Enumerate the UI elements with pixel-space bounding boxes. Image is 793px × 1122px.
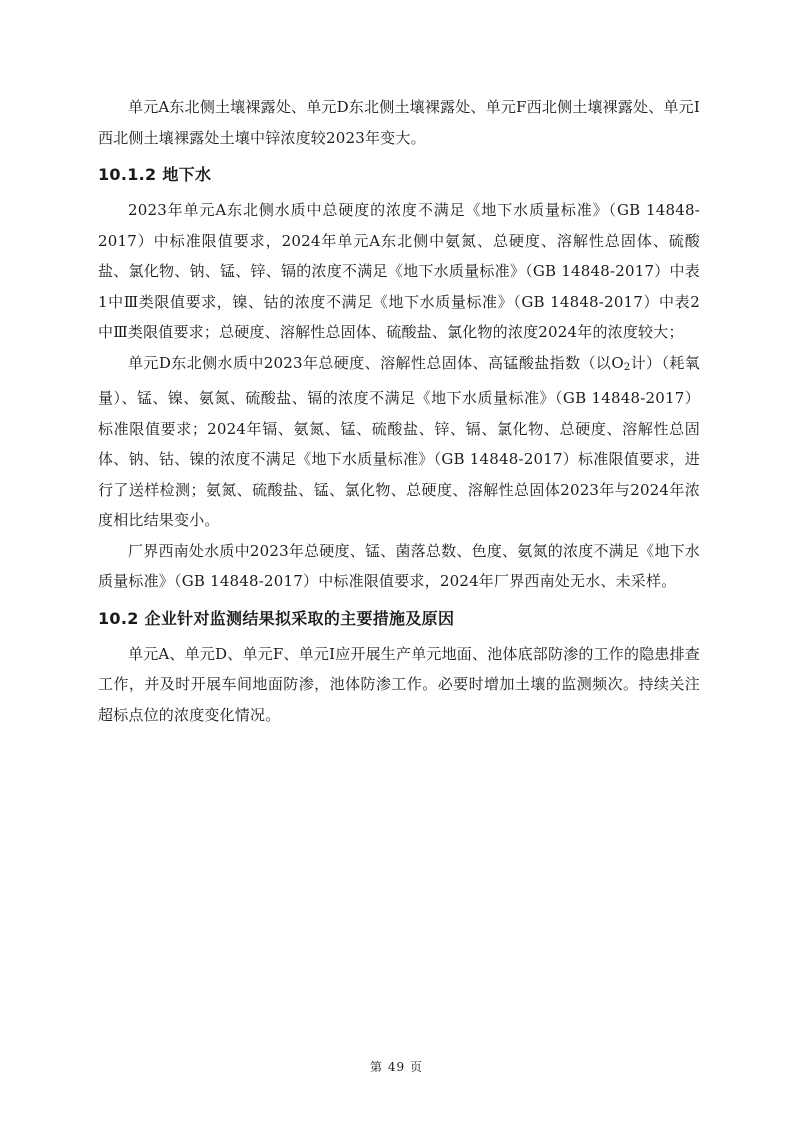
paragraph-text: 单元D东北侧水质中2023年总硬度、溶解性总固体、高锰酸盐指数（以O (128, 353, 624, 372)
measures-paragraph: 单元A、单元D、单元F、单元I应开展生产单元地面、池体底部防渗的工作的隐患排查工作，并及时开展车间地面防渗，池体防渗工作。必要时增加土壤的监测频次。持续关注超标点位的浓度变化情况。 (98, 644, 700, 724)
groundwater-paragraph-unit-a: 2023年单元A东北侧水质中总硬度的浓度不满足《地下水质量标准》（GB 14848-2017）中标准限值要求，2024年单元A东北侧中氨氮、总硬度、溶解性总固体、硫酸盐、氯化物、钠、锰、锌、镉的浓度不满足《地下水质量标准》（GB 14848-2017）中表1中Ⅲ类限值要求，镍、钴的浓度不满足《地下水质量标准》（GB 14848-2017）中表2中Ⅲ类限值要求；总硬度、溶解性总固体、硫酸盐、氯化物的浓度2024年的浓度较大； (98, 201, 700, 341)
section-heading-measures: 10.2 企业针对监测结果拟采取的主要措施及原因 (98, 608, 455, 628)
section-heading-groundwater: 10.1.2 地下水 (98, 165, 212, 184)
paragraph-text: 计）（耗氧量）、锰、镍、氨氮、硫酸盐、镉的浓度不满足《地下水质量标准》（GB 14848-2017）标准限值要求；2024年镉、氨氮、锰、硫酸盐、锌、镉、氯化物、总硬度、溶解性总固体、钠、钴、镍的浓度不满足《地下水质量标准》（GB 14848-2017）标准限值要求，进行了送样检测；氨氮、硫酸盐、锰、氯化物、总硬度、溶解性总固体2023年与2024年浓度相比结果变小。 (98, 353, 700, 529)
page-number: 第 49 页 (370, 1060, 423, 1074)
intro-paragraph: 单元A东北侧土壤裸露处、单元D东北侧土壤裸露处、单元F西北侧土壤裸露处、单元I西北侧土壤裸露处土壤中锌浓度较2023年变大。 (98, 98, 700, 147)
groundwater-paragraph-southwest: 厂界西南处水质中2023年总硬度、锰、菌落总数、色度、氨氮的浓度不满足《地下水质量标准》（GB 14848-2017）中标准限值要求，2024年厂界西南处无水、未采样。 (98, 541, 700, 590)
document-body (98, 92, 700, 730)
subscript: 2 (623, 361, 631, 373)
groundwater-paragraph-unit-d (98, 348, 700, 536)
